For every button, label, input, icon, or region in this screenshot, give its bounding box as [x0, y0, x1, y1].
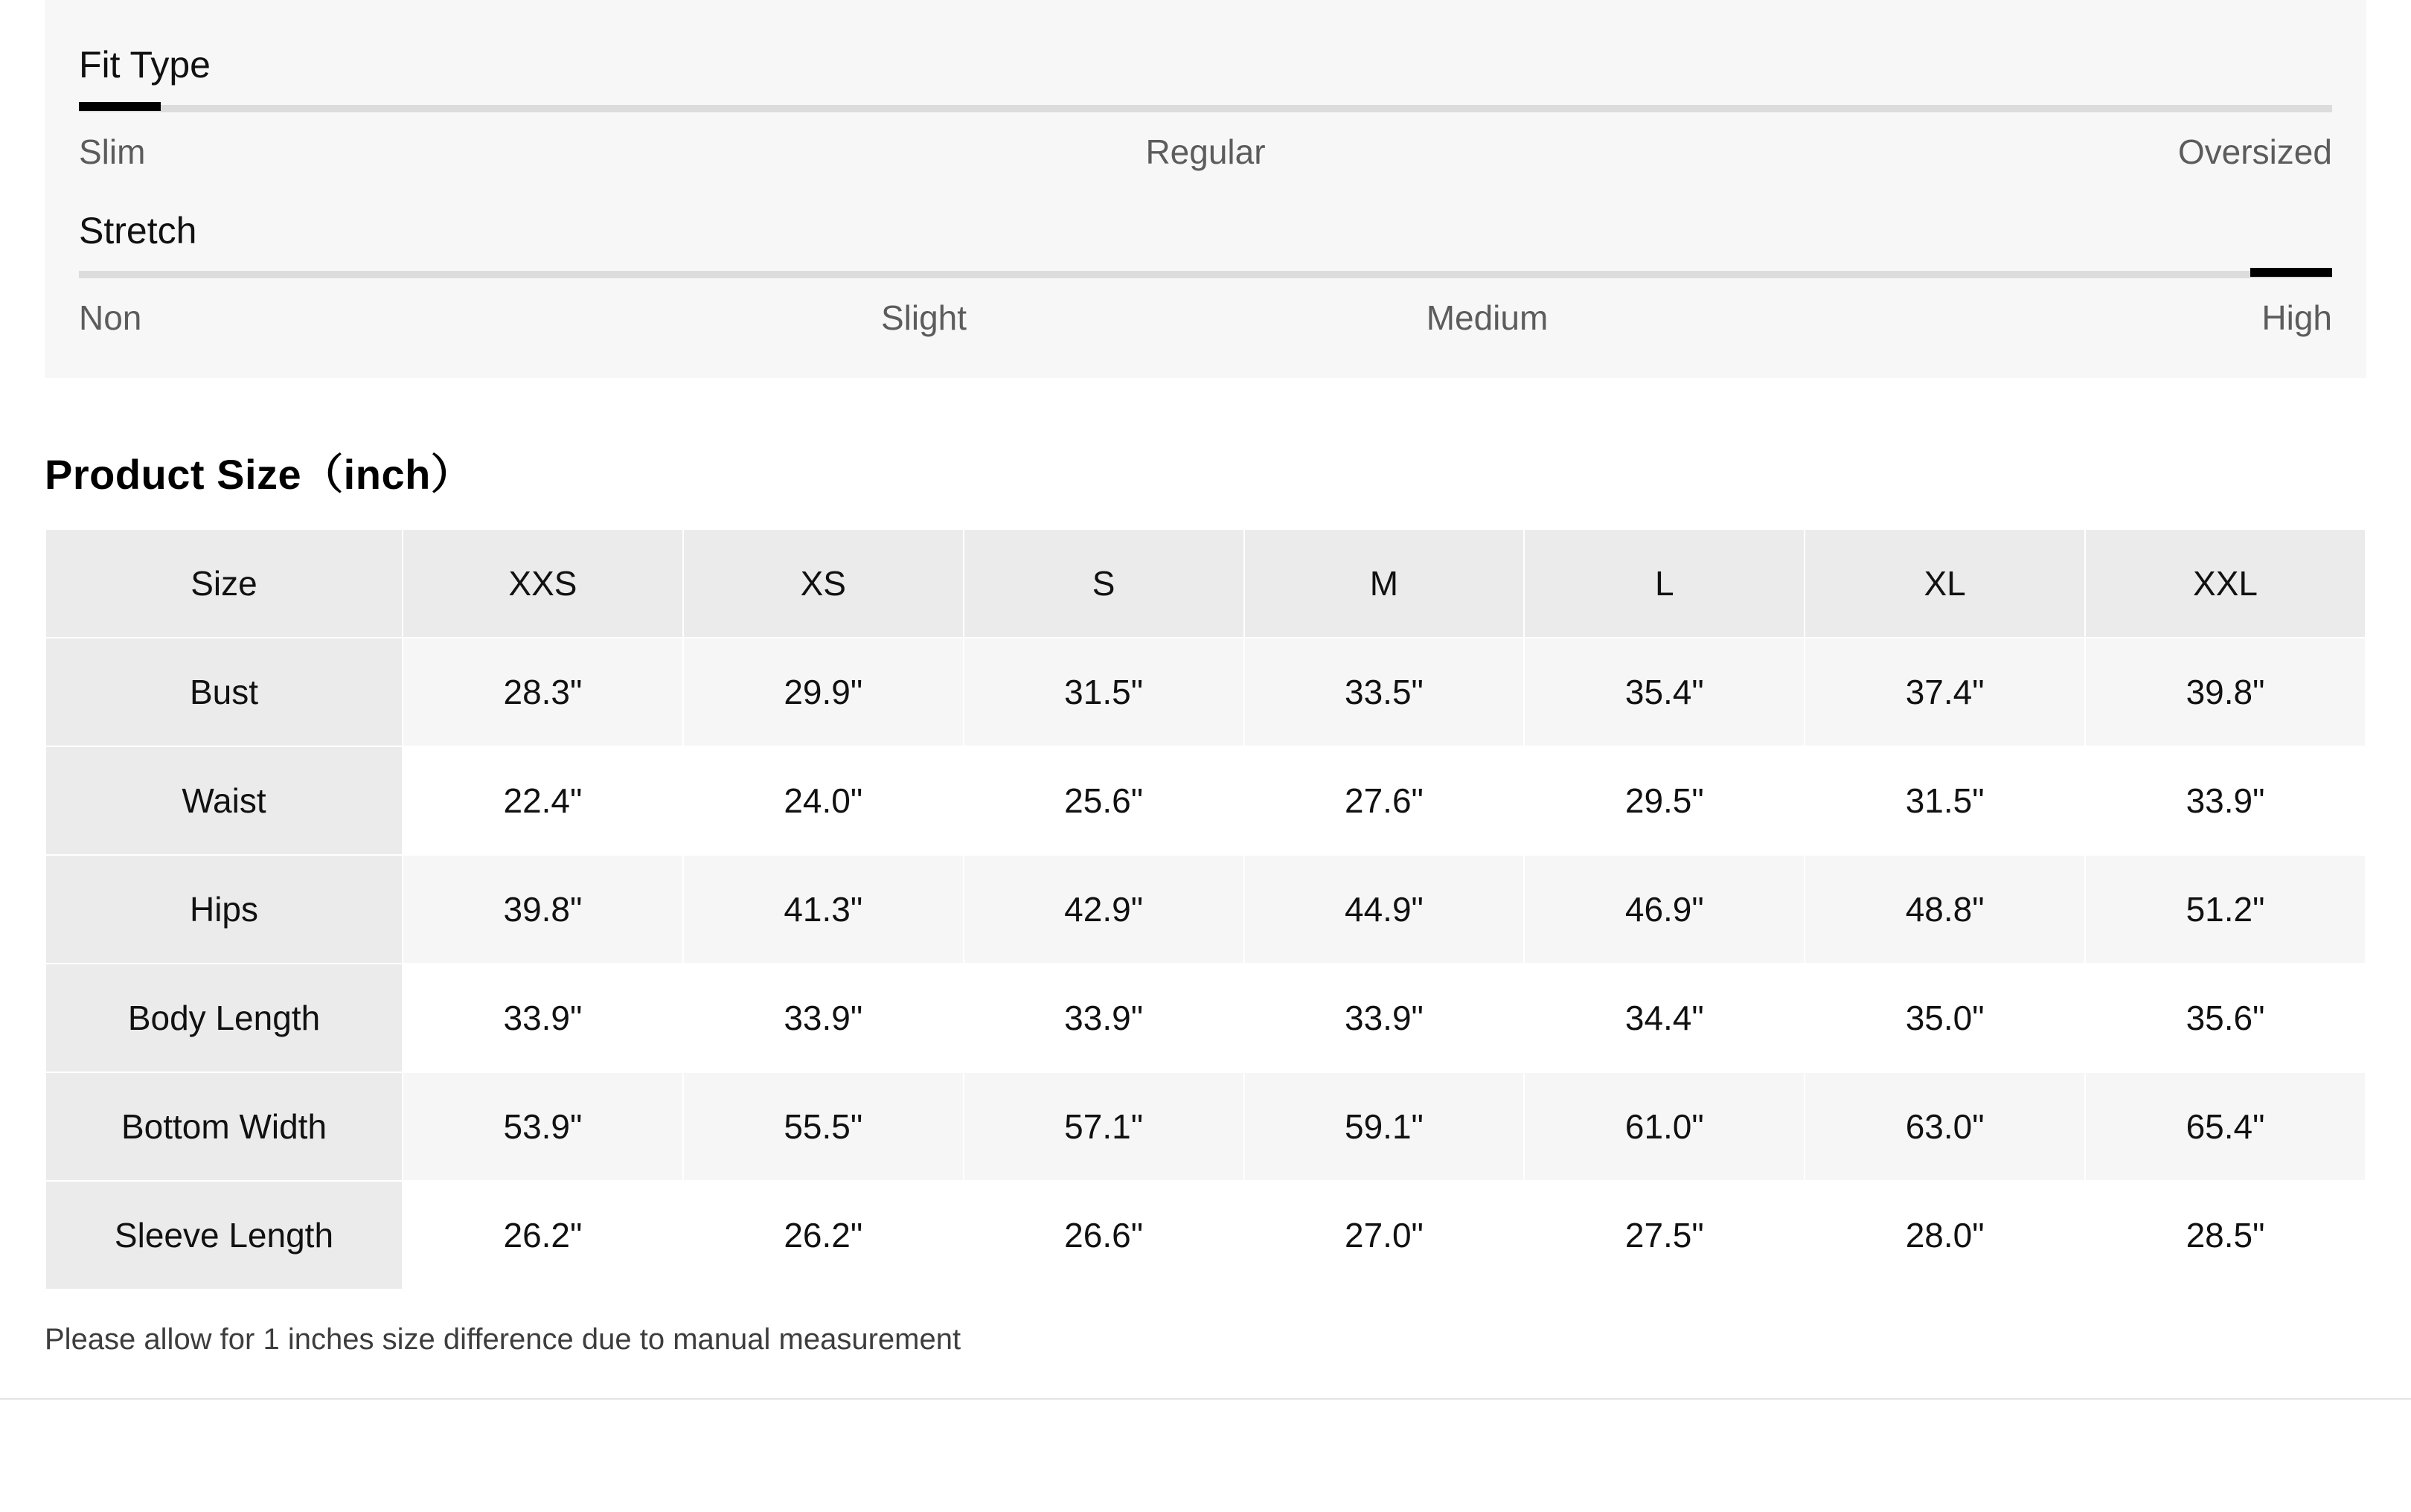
row-label-hips: Hips — [45, 855, 403, 964]
cell-body-length-xxl: 35.6" — [2085, 964, 2366, 1072]
cell-hips-xl: 48.8" — [1805, 855, 2085, 964]
cell-body-length-m: 33.9" — [1244, 964, 1525, 1072]
cell-bottom-width-l: 61.0" — [1524, 1072, 1805, 1181]
cell-bottom-width-xl: 63.0" — [1805, 1072, 2085, 1181]
cell-waist-l: 29.5" — [1524, 746, 1805, 855]
table-row — [45, 855, 2366, 964]
cell-body-length-xxs: 33.9" — [403, 964, 683, 1072]
stretch-label-medium: Medium — [1426, 298, 1549, 337]
row-label-waist: Waist — [45, 746, 403, 855]
cell-body-length-xs: 33.9" — [683, 964, 964, 1072]
table-row — [45, 1072, 2366, 1181]
stretch-label-high: High — [2261, 298, 2332, 337]
fit-type-track[interactable] — [79, 105, 2332, 112]
stretch-title: Stretch — [79, 210, 197, 252]
stretch-scale — [79, 211, 2332, 338]
cell-waist-s: 25.6" — [964, 746, 1244, 855]
cell-bust-l: 35.4" — [1524, 638, 1805, 746]
column-header-xs: XS — [683, 529, 964, 638]
cell-hips-xxs: 39.8" — [403, 855, 683, 964]
cell-bottom-width-s: 57.1" — [964, 1072, 1244, 1181]
column-header-xxs: XXS — [403, 529, 683, 638]
cell-sleeve-length-xxs: 26.2" — [403, 1181, 683, 1290]
stretch-label-non: Non — [79, 298, 142, 337]
cell-waist-xs: 24.0" — [683, 746, 964, 855]
cell-bust-m: 33.5" — [1244, 638, 1525, 746]
fit-type-label-slim: Slim — [79, 132, 146, 171]
column-header-l: L — [1524, 529, 1805, 638]
product-size-table — [45, 528, 2366, 1290]
stretch-track[interactable] — [79, 271, 2332, 278]
cell-bust-xxl: 39.8" — [2085, 638, 2366, 746]
fit-type-title: Fit Type — [79, 44, 211, 86]
table-row — [45, 746, 2366, 855]
product-size-table-wrap — [45, 528, 2366, 1290]
cell-bottom-width-xxl: 65.4" — [2085, 1072, 2366, 1181]
cell-waist-xxs: 22.4" — [403, 746, 683, 855]
row-label-sleeve-length: Sleeve Length — [45, 1181, 403, 1290]
table-row — [45, 638, 2366, 746]
cell-bust-s: 31.5" — [964, 638, 1244, 746]
fit-type-scale — [79, 45, 2332, 172]
table-row — [45, 1181, 2366, 1290]
cell-hips-xs: 41.3" — [683, 855, 964, 964]
cell-bottom-width-m: 59.1" — [1244, 1072, 1525, 1181]
cell-waist-xxl: 33.9" — [2085, 746, 2366, 855]
cell-sleeve-length-xl: 28.0" — [1805, 1181, 2085, 1290]
cell-body-length-xl: 35.0" — [1805, 964, 2085, 1072]
cell-hips-xxl: 51.2" — [2085, 855, 2366, 964]
stretch-marker — [2250, 268, 2332, 277]
cell-hips-l: 46.9" — [1524, 855, 1805, 964]
cell-waist-xl: 31.5" — [1805, 746, 2085, 855]
fit-type-labels — [79, 132, 2332, 172]
column-header-m: M — [1244, 529, 1525, 638]
column-header-xl: XL — [1805, 529, 2085, 638]
fit-type-label-oversized: Oversized — [2177, 132, 2332, 171]
stretch-labels — [79, 298, 2332, 338]
cell-waist-m: 27.6" — [1244, 746, 1525, 855]
cell-hips-s: 42.9" — [964, 855, 1244, 964]
fit-type-label-regular: Regular — [1145, 132, 1266, 171]
cell-bust-xxs: 28.3" — [403, 638, 683, 746]
cell-sleeve-length-xxl: 28.5" — [2085, 1181, 2366, 1290]
column-header-size: Size — [45, 529, 403, 638]
cell-hips-m: 44.9" — [1244, 855, 1525, 964]
cell-bottom-width-xxs: 53.9" — [403, 1072, 683, 1181]
table-header-row — [45, 529, 2366, 638]
row-label-bottom-width: Bottom Width — [45, 1072, 403, 1181]
table-row — [45, 964, 2366, 1072]
row-label-bust: Bust — [45, 638, 403, 746]
column-header-xxl: XXL — [2085, 529, 2366, 638]
cell-body-length-l: 34.4" — [1524, 964, 1805, 1072]
product-size-heading: Product Size（inch） — [45, 451, 473, 498]
cell-bust-xs: 29.9" — [683, 638, 964, 746]
cell-sleeve-length-xs: 26.2" — [683, 1181, 964, 1290]
section-divider — [0, 1398, 2411, 1400]
column-header-s: S — [964, 529, 1244, 638]
fit-attributes-panel — [45, 0, 2366, 378]
cell-bottom-width-xs: 55.5" — [683, 1072, 964, 1181]
cell-bust-xl: 37.4" — [1805, 638, 2085, 746]
stretch-label-slight: Slight — [880, 298, 967, 337]
measurement-note: Please allow for 1 inches size difference due to manual measurement — [45, 1323, 961, 1356]
cell-sleeve-length-l: 27.5" — [1524, 1181, 1805, 1290]
cell-sleeve-length-m: 27.0" — [1244, 1181, 1525, 1290]
row-label-body-length: Body Length — [45, 964, 403, 1072]
fit-type-marker — [79, 102, 161, 111]
cell-sleeve-length-s: 26.6" — [964, 1181, 1244, 1290]
cell-body-length-s: 33.9" — [964, 964, 1244, 1072]
